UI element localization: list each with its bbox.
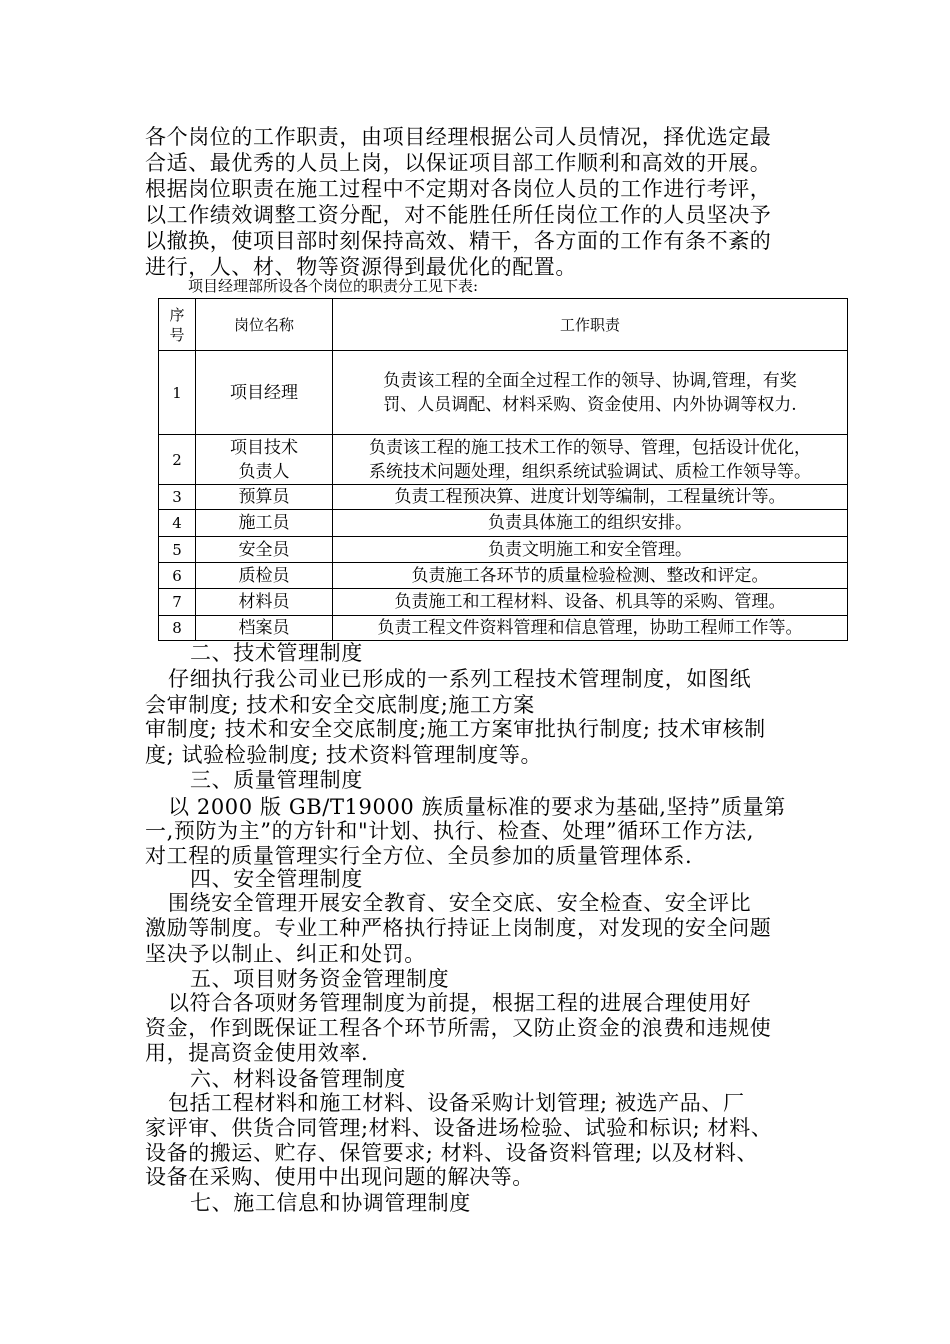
header-duty: 工作职责 bbox=[333, 299, 848, 351]
text-line: 设备在采购、使用中出现问题的解决等。 bbox=[145, 1165, 534, 1189]
text-line: 对工程的质量管理实行全方位、全员参加的质量管理体系. bbox=[145, 844, 693, 868]
text-line: 仔细执行我公司业已形成的一系列工程技术管理制度，如图纸 bbox=[168, 667, 752, 691]
row-duty: 负责施工各环节的质量检验检测、整改和评定。 bbox=[333, 563, 848, 589]
text-line: 用，提高资金使用效率. bbox=[145, 1041, 369, 1065]
row-position: 施工员 bbox=[196, 510, 333, 537]
duty-table bbox=[158, 298, 848, 641]
position-line: 负责人 bbox=[238, 461, 290, 482]
table-row bbox=[159, 485, 848, 510]
row-duty bbox=[333, 351, 848, 435]
row-no: 6 bbox=[159, 563, 196, 589]
text-line: 以 2000 版 GB/T19000 族质量标准的要求为基础,坚持”质量第 bbox=[168, 795, 786, 819]
row-no: 8 bbox=[159, 616, 196, 641]
text-line: 包括工程材料和施工材料、设备采购计划管理; 被选产品、厂 bbox=[168, 1091, 745, 1115]
row-position: 预算员 bbox=[196, 485, 333, 510]
text-line: 设备的搬运、贮存、保管要求; 材料、设备资料管理; 以及材料、 bbox=[145, 1141, 759, 1165]
section-heading-material: 六、材料设备管理制度 bbox=[190, 1067, 406, 1091]
section-heading-safety: 四、安全管理制度 bbox=[190, 867, 363, 891]
row-no: 5 bbox=[159, 537, 196, 563]
row-duty bbox=[333, 435, 848, 485]
table-header-row bbox=[159, 299, 848, 351]
duty-line: 负责该工程的全面全过程工作的领导、协调,管理，有奖 bbox=[383, 370, 797, 391]
row-position: 安全员 bbox=[196, 537, 333, 563]
text-line: 度; 试验检验制度; 技术资料管理制度等。 bbox=[145, 743, 543, 767]
row-position bbox=[196, 351, 333, 435]
table-row bbox=[159, 589, 848, 616]
header-no bbox=[159, 299, 196, 351]
table-row bbox=[159, 435, 848, 485]
row-no: 3 bbox=[159, 485, 196, 510]
text-line: 审制度; 技术和安全交底制度;施工方案审批执行制度; 技术审核制 bbox=[145, 717, 766, 741]
text-line: 围绕安全管理开展安全教育、安全交底、安全检查、安全评比 bbox=[168, 891, 752, 915]
section-heading-info: 七、施工信息和协调管理制度 bbox=[190, 1191, 471, 1215]
text-line: 会审制度; 技术和安全交底制度;施工方案 bbox=[145, 693, 535, 717]
row-position: 质检员 bbox=[196, 563, 333, 589]
row-duty: 负责文明施工和安全管理。 bbox=[333, 537, 848, 563]
header-no-line: 序 bbox=[169, 305, 185, 324]
row-no: 1 bbox=[159, 351, 196, 435]
row-position bbox=[196, 435, 333, 485]
section-heading-quality: 三、质量管理制度 bbox=[190, 768, 363, 792]
text-line: 以撤换，使项目部时刻保持高效、精干，各方面的工作有条不紊的 bbox=[145, 229, 772, 253]
text-line: 资金，作到既保证工程各个环节所需，又防止资金的浪费和违规使 bbox=[145, 1016, 772, 1040]
table-row bbox=[159, 563, 848, 589]
row-duty: 负责具体施工的组织安排。 bbox=[333, 510, 848, 537]
position-line: 项目经理 bbox=[230, 382, 298, 403]
row-duty: 负责工程文件资料管理和信息管理，协助工程师工作等。 bbox=[333, 616, 848, 641]
header-position: 岗位名称 bbox=[196, 299, 333, 351]
text-line: 进行，人、材、物等资源得到最优化的配置。 bbox=[145, 255, 577, 279]
text-line: 家评审、供货合同管理;材料、设备进场检验、试验和标识; 材料、 bbox=[145, 1116, 773, 1140]
row-no: 4 bbox=[159, 510, 196, 537]
duty-line: 负责该工程的施工技术工作的领导、管理，包括设计优化， bbox=[369, 437, 811, 458]
row-position: 材料员 bbox=[196, 589, 333, 616]
section-heading-finance: 五、项目财务资金管理制度 bbox=[190, 967, 450, 991]
position-line: 项目技术 bbox=[230, 437, 298, 458]
text-line: 激励等制度。专业工种严格执行持证上岗制度，对发现的安全问题 bbox=[145, 916, 772, 940]
table-row bbox=[159, 351, 848, 435]
text-line: 根据岗位职责在施工过程中不定期对各岗位人员的工作进行考评， bbox=[145, 177, 772, 201]
duty-line: 系统技术问题处理，组织系统试验调试、质检工作领导等。 bbox=[369, 461, 811, 482]
text-line: 一,预防为主”的方针和"计划、执行、检查、处理”循环工作方法, bbox=[145, 819, 755, 843]
text-line: 合适、最优秀的人员上岗，以保证项目部工作顺利和高效的开展。 bbox=[145, 151, 772, 175]
duty-line: 罚、人员调配、材料采购、资金使用、内外协调等权力. bbox=[383, 394, 797, 415]
text-line: 以符合各项财务管理制度为前提，根据工程的进展合理使用好 bbox=[168, 991, 752, 1015]
table-row bbox=[159, 537, 848, 563]
header-no-line: 号 bbox=[169, 325, 185, 344]
text-line: 各个岗位的工作职责，由项目经理根据公司人员情况，择优选定最 bbox=[145, 125, 772, 149]
row-duty: 负责施工和工程材料、设备、机具等的采购、管理。 bbox=[333, 589, 848, 616]
table-caption: 项目经理部所设各个岗位的职责分工见下表: bbox=[188, 277, 479, 295]
row-duty: 负责工程预决算、进度计划等编制，工程量统计等。 bbox=[333, 485, 848, 510]
section-heading-tech: 二、技术管理制度 bbox=[190, 641, 363, 665]
row-no: 7 bbox=[159, 589, 196, 616]
table-row bbox=[159, 616, 848, 641]
row-no: 2 bbox=[159, 435, 196, 485]
row-position: 档案员 bbox=[196, 616, 333, 641]
table-row bbox=[159, 510, 848, 537]
text-line: 以工作绩效调整工资分配，对不能胜任所任岗位工作的人员坚决予 bbox=[145, 203, 772, 227]
text-line: 坚决予以制止、纠正和处罚。 bbox=[145, 942, 426, 966]
